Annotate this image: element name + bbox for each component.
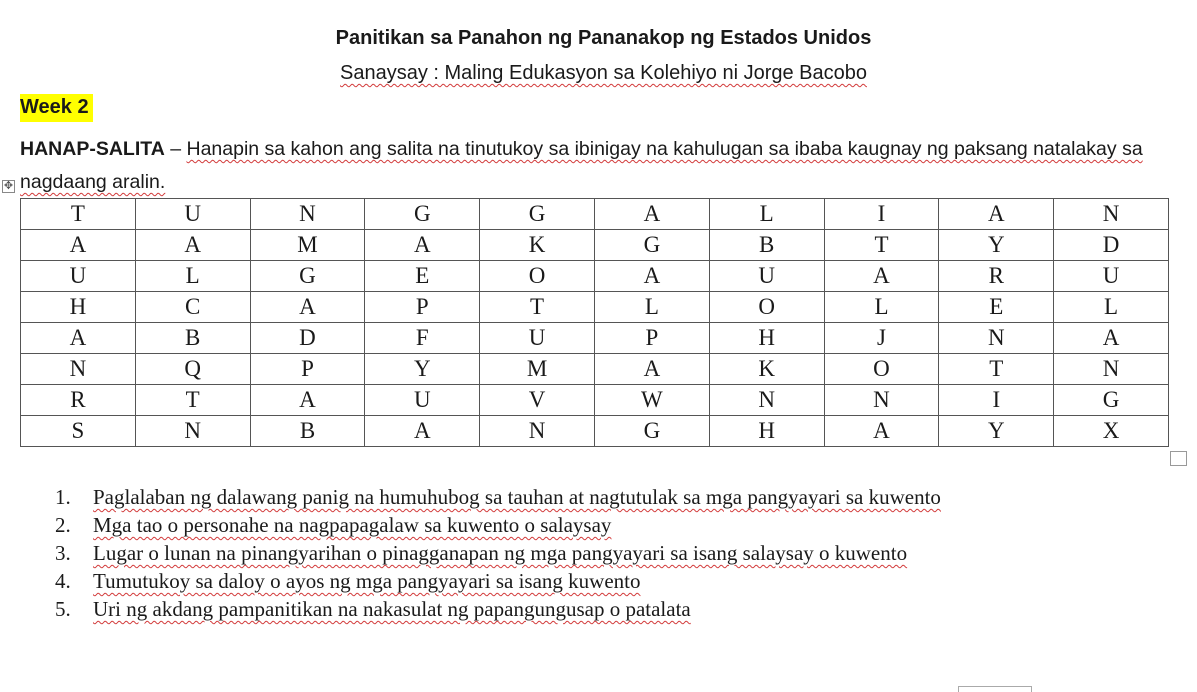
week-label: Week 2 xyxy=(20,94,93,122)
grid-cell[interactable]: T xyxy=(21,199,136,230)
grid-cell[interactable]: P xyxy=(365,292,480,323)
grid-cell[interactable]: B xyxy=(250,416,365,447)
grid-cell[interactable]: A xyxy=(824,261,939,292)
grid-cell[interactable]: A xyxy=(365,416,480,447)
grid-cell[interactable]: C xyxy=(135,292,250,323)
clue-text: Mga tao o personahe na nagpapagalaw sa kuwento o salaysay xyxy=(93,513,612,537)
grid-cell[interactable]: A xyxy=(1054,323,1169,354)
grid-cell[interactable]: A xyxy=(594,261,709,292)
clue-number: 2. xyxy=(55,513,71,537)
grid-cell[interactable]: U xyxy=(709,261,824,292)
grid-row xyxy=(21,385,1169,416)
grid-cell[interactable]: K xyxy=(480,230,595,261)
grid-cell[interactable]: R xyxy=(939,261,1054,292)
document-subtitle: Sanaysay : Maling Edukasyon sa Kolehiyo ni Jorge Bacobo xyxy=(340,62,867,84)
grid-cell[interactable]: A xyxy=(250,385,365,416)
grid-cell[interactable]: L xyxy=(824,292,939,323)
grid-cell[interactable]: A xyxy=(21,230,136,261)
grid-cell[interactable]: J xyxy=(824,323,939,354)
document-title: Panitikan sa Panahon ng Pananakop ng Estados Unidos xyxy=(335,27,872,49)
grid-cell[interactable]: G xyxy=(250,261,365,292)
grid-cell[interactable]: N xyxy=(135,416,250,447)
grid-cell[interactable]: Y xyxy=(939,416,1054,447)
grid-cell[interactable]: A xyxy=(939,199,1054,230)
table-move-handle-icon[interactable]: ✥ xyxy=(3,180,14,192)
clue-number: 3. xyxy=(55,541,71,565)
word-search-grid xyxy=(20,198,1169,447)
grid-cell[interactable]: E xyxy=(939,292,1054,323)
grid-cell[interactable]: A xyxy=(365,230,480,261)
grid-row xyxy=(21,354,1169,385)
grid-cell[interactable]: A xyxy=(21,323,136,354)
clue-text: Uri ng akdang pampanitikan na nakasulat ng papangungusap o patalata xyxy=(93,597,691,621)
grid-cell[interactable]: I xyxy=(824,199,939,230)
grid-cell[interactable]: F xyxy=(365,323,480,354)
instructions-dash: – xyxy=(164,138,187,160)
grid-cell[interactable]: H xyxy=(21,292,136,323)
grid-cell[interactable]: N xyxy=(21,354,136,385)
grid-cell[interactable]: N xyxy=(1054,354,1169,385)
clue-item xyxy=(55,567,1190,595)
grid-row xyxy=(21,261,1169,292)
grid-cell[interactable]: U xyxy=(1054,261,1169,292)
grid-cell[interactable]: M xyxy=(250,230,365,261)
instructions-text: Hanapin sa kahon ang salita na tinutukoy sa ibinigay na kahulugan sa ibaba kaugnay ng paksang natalakay sa nagdaang aralin. xyxy=(20,138,1143,193)
grid-cell[interactable]: M xyxy=(480,354,595,385)
clue-item xyxy=(55,539,1190,567)
grid-cell[interactable]: I xyxy=(939,385,1054,416)
grid-cell[interactable]: Y xyxy=(939,230,1054,261)
grid-cell[interactable]: B xyxy=(709,230,824,261)
grid-cell[interactable]: A xyxy=(824,416,939,447)
grid-cell[interactable]: D xyxy=(250,323,365,354)
grid-cell[interactable]: X xyxy=(1054,416,1169,447)
grid-cell[interactable]: A xyxy=(594,354,709,385)
grid-cell[interactable]: U xyxy=(480,323,595,354)
grid-cell[interactable]: U xyxy=(365,385,480,416)
clue-item xyxy=(55,595,1190,623)
grid-cell[interactable]: L xyxy=(1054,292,1169,323)
grid-cell[interactable]: G xyxy=(1054,385,1169,416)
grid-cell[interactable]: N xyxy=(939,323,1054,354)
grid-cell[interactable]: T xyxy=(135,385,250,416)
grid-cell[interactable]: D xyxy=(1054,230,1169,261)
grid-cell[interactable]: N xyxy=(824,385,939,416)
instructions-heading: HANAP-SALITA xyxy=(20,138,165,160)
grid-cell[interactable]: H xyxy=(709,416,824,447)
grid-cell[interactable]: U xyxy=(135,199,250,230)
grid-cell[interactable]: R xyxy=(21,385,136,416)
grid-cell[interactable]: A xyxy=(135,230,250,261)
clue-item xyxy=(55,483,1190,511)
clue-text: Lugar o lunan na pinangyarihan o pinagganapan ng mga pangyayari sa isang salaysay o kuwento xyxy=(93,541,908,565)
instructions-paragraph xyxy=(20,133,1190,199)
grid-row xyxy=(21,323,1169,354)
grid-cell[interactable]: N xyxy=(250,199,365,230)
grid-cell[interactable]: G xyxy=(365,199,480,230)
grid-cell[interactable]: Y xyxy=(365,354,480,385)
grid-cell[interactable]: L xyxy=(709,199,824,230)
grid-cell[interactable]: O xyxy=(824,354,939,385)
clue-number: 4. xyxy=(55,569,71,593)
grid-cell[interactable]: O xyxy=(480,261,595,292)
grid-cell[interactable]: L xyxy=(594,292,709,323)
page-element-fragment xyxy=(958,686,1032,692)
clue-list xyxy=(55,483,1190,623)
clue-text: Paglalaban ng dalawang panig na humuhubog sa tauhan at nagtutulak sa mga pangyayari sa kuwento xyxy=(93,485,941,509)
grid-cell[interactable]: N xyxy=(1054,199,1169,230)
grid-cell[interactable]: N xyxy=(480,416,595,447)
grid-cell[interactable]: U xyxy=(21,261,136,292)
clue-item xyxy=(55,511,1190,539)
grid-cell[interactable]: T xyxy=(480,292,595,323)
grid-row xyxy=(21,230,1169,261)
grid-cell[interactable]: L xyxy=(135,261,250,292)
grid-cell[interactable]: G xyxy=(594,230,709,261)
grid-row xyxy=(21,416,1169,447)
grid-cell[interactable]: T xyxy=(824,230,939,261)
grid-cell[interactable]: G xyxy=(480,199,595,230)
grid-cell[interactable]: P xyxy=(594,323,709,354)
grid-cell[interactable]: P xyxy=(250,354,365,385)
grid-cell[interactable]: B xyxy=(135,323,250,354)
grid-row xyxy=(21,292,1169,323)
grid-cell[interactable]: T xyxy=(939,354,1054,385)
grid-cell[interactable]: A xyxy=(250,292,365,323)
grid-row xyxy=(21,199,1169,230)
grid-cell[interactable]: S xyxy=(21,416,136,447)
grid-cell[interactable]: H xyxy=(709,323,824,354)
grid-cell[interactable]: K xyxy=(709,354,824,385)
grid-cell[interactable]: O xyxy=(709,292,824,323)
clue-text: Tumutukoy sa daloy o ayos ng mga pangyayari sa isang kuwento xyxy=(93,569,641,593)
table-resize-handle-icon[interactable] xyxy=(1170,451,1187,466)
grid-cell[interactable]: E xyxy=(365,261,480,292)
clue-number: 1. xyxy=(55,485,71,509)
grid-cell[interactable]: W xyxy=(594,385,709,416)
grid-cell[interactable]: V xyxy=(480,385,595,416)
grid-cell[interactable]: A xyxy=(594,199,709,230)
grid-cell[interactable]: Q xyxy=(135,354,250,385)
grid-cell[interactable]: N xyxy=(709,385,824,416)
clue-number: 5. xyxy=(55,597,71,621)
grid-cell[interactable]: G xyxy=(594,416,709,447)
